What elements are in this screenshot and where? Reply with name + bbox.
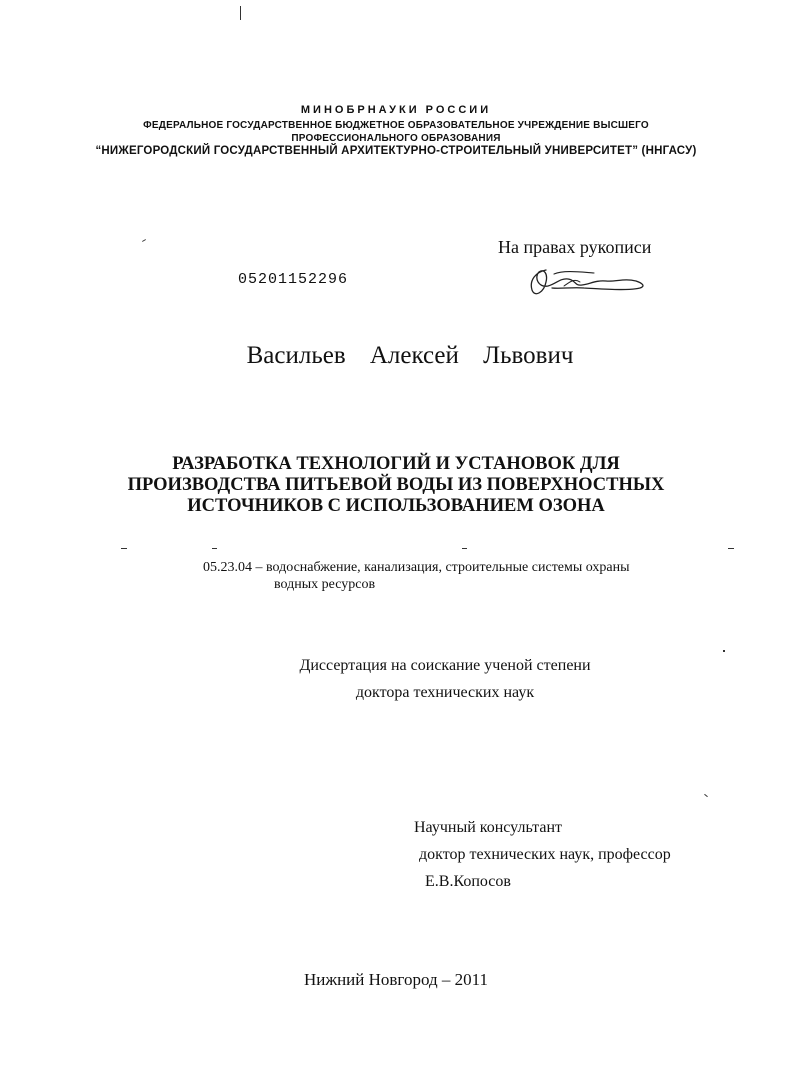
dissertation-title: [0, 454, 792, 517]
ministry-header: МИНОБРНАУКИ РОССИИ: [300, 104, 492, 116]
scan-mark: [723, 650, 725, 652]
author-name: Васильев Алексей Львович: [246, 342, 574, 369]
institution-line-2: ПРОФЕССИОНАЛЬНОГО ОБРАЗОВАНИЯ: [291, 133, 501, 144]
title-line: ИСТОЧНИКОВ С ИСПОЛЬЗОВАНИЕМ ОЗОНА: [187, 496, 605, 516]
specialty-line-1: 05.23.04 – водоснабжение, канализация, строительные системы охраны: [203, 560, 630, 575]
institution-line-1: ФЕДЕРАЛЬНОЕ ГОСУДАРСТВЕННОЕ БЮДЖЕТНОЕ ОБРАЗОВАТЕЛЬНОЕ УЧРЕЖДЕНИЕ ВЫСШЕГО: [143, 120, 649, 131]
title-line: ПРОИЗВОДСТВА ПИТЬЕВОЙ ВОДЫ ИЗ ПОВЕРХНОСТНЫХ: [127, 475, 665, 495]
city-year: Нижний Новгород – 2011: [303, 970, 489, 989]
scientific-consultant: [414, 814, 671, 895]
handwritten-signature: [524, 264, 649, 300]
scan-mark: [240, 6, 241, 20]
scan-mark: [142, 239, 146, 242]
consultant-name: Е.В.Копосов: [425, 873, 511, 890]
degree-line-2: доктора технических наук: [355, 684, 535, 701]
title-line: РАЗРАБОТКА ТЕХНОЛОГИЙ И УСТАНОВОК ДЛЯ: [172, 454, 620, 474]
registration-number: 05201152296: [238, 271, 349, 288]
scan-mark: [728, 548, 734, 549]
degree-line-1: Диссертация на соискание ученой степени: [299, 657, 591, 674]
scan-mark: [121, 548, 127, 549]
scan-mark: [212, 548, 217, 549]
specialty-line-2: водных ресурсов: [274, 577, 376, 592]
institution-line-3: “НИЖЕГОРОДСКИЙ ГОСУДАРСТВЕННЫЙ АРХИТЕКТУРНО-СТРОИТЕЛЬНЫЙ УНИВЕРСИТЕТ” (ННГАСУ): [95, 145, 697, 157]
scan-mark: [462, 548, 467, 549]
manuscript-note: На правах рукописи: [498, 237, 652, 257]
scan-mark: [704, 794, 708, 797]
dissertation-degree: [270, 652, 620, 706]
consultant-role: Научный консультант: [414, 819, 562, 836]
consultant-degree: доктор технических наук, профессор: [419, 846, 671, 863]
